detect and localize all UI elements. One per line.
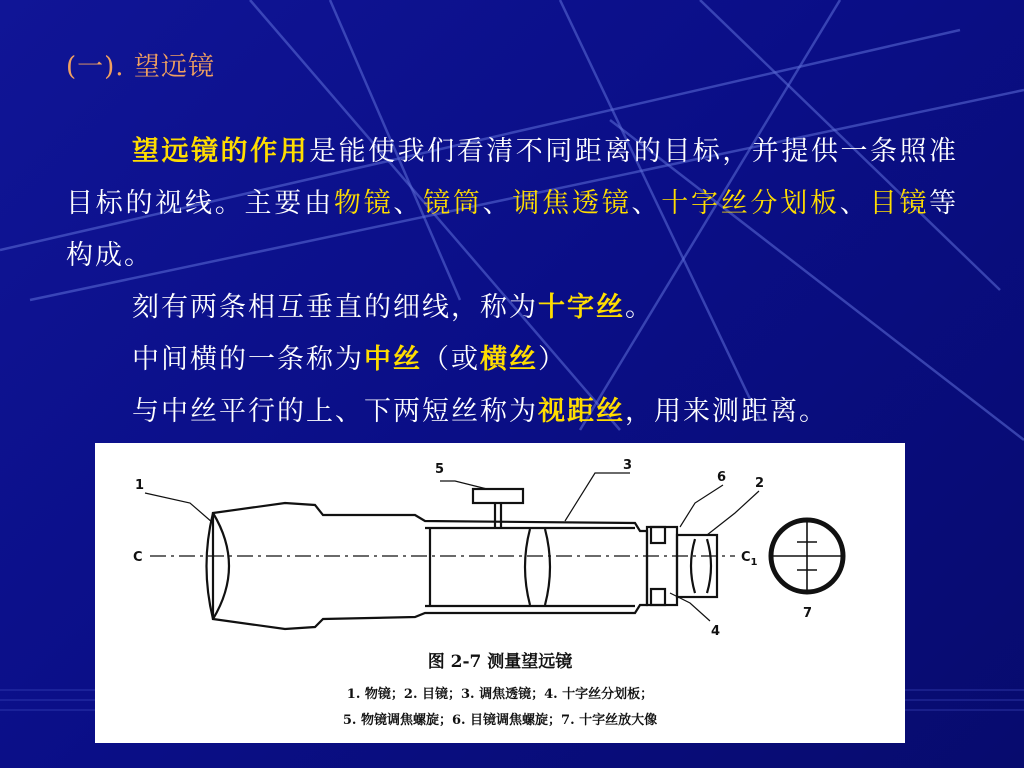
label-eyepiece: 2 bbox=[755, 476, 765, 491]
paragraph-stadia-wire bbox=[66, 386, 958, 438]
term-horizontal-wire: 横丝 bbox=[480, 344, 538, 375]
separator: 、 bbox=[631, 188, 662, 219]
term-focusing-lens: 调焦透镜 bbox=[512, 188, 632, 219]
separator: 、 bbox=[393, 188, 424, 219]
label-focus-knob: 5 bbox=[435, 462, 445, 477]
axis-right-subscript: 1 bbox=[750, 557, 758, 568]
text-span: 中间横的一条称为 bbox=[132, 344, 364, 375]
term-crosshair: 十字丝 bbox=[538, 292, 625, 323]
label-axis-left: C bbox=[133, 550, 143, 565]
telescope-diagram bbox=[95, 443, 905, 643]
figure-caption-line2: 5. 物镜调焦螺旋；6. 目镜调焦螺旋；7. 十字丝放大像 bbox=[342, 713, 658, 728]
term-objective-lens: 物镜 bbox=[333, 188, 394, 219]
text-span: 与中丝平行的上、下两短丝称为 bbox=[132, 396, 538, 427]
term-eyepiece: 目镜 bbox=[869, 188, 930, 219]
separator: 、 bbox=[482, 188, 513, 219]
paragraph-crosshair bbox=[66, 282, 958, 334]
paragraph-telescope-function bbox=[66, 126, 958, 282]
text-span: 刻有两条相互垂直的细线，称为 bbox=[132, 292, 538, 323]
figure-caption-line1: 1. 物镜；2. 目镜；3. 调焦透镜；4. 十字丝分划板； bbox=[346, 687, 654, 702]
separator: 、 bbox=[839, 188, 870, 219]
text-span: 。 bbox=[625, 292, 654, 323]
label-eyepiece-knob: 6 bbox=[717, 470, 727, 485]
telescope-figure bbox=[95, 443, 905, 743]
term-reticle: 十字丝分划板 bbox=[661, 188, 840, 219]
label-reticle-image: 7 bbox=[803, 606, 813, 621]
axis-right-letter: C bbox=[741, 550, 751, 565]
term-tube: 镜筒 bbox=[423, 188, 483, 219]
text-span: ） bbox=[538, 344, 567, 375]
term-middle-wire: 中丝 bbox=[364, 344, 422, 375]
text-span: 等构成。 bbox=[66, 188, 959, 271]
text-span: ，用来测距离。 bbox=[625, 396, 828, 427]
figure-title: 图 2-7 测量望远镜 bbox=[427, 652, 573, 672]
text-span: （或 bbox=[422, 344, 480, 375]
term-stadia-wire: 视距丝 bbox=[538, 396, 625, 427]
section-heading: (一). 望远镜 bbox=[66, 52, 215, 82]
label-objective: 1 bbox=[135, 478, 145, 493]
text-span: 是能使我们看清不同距离的目标，并提供一条照准目标的视线。主要由 bbox=[66, 136, 959, 219]
label-reticle: 4 bbox=[711, 624, 721, 639]
content-text-block bbox=[66, 126, 958, 438]
paragraph-middle-wire bbox=[66, 334, 958, 386]
label-axis-right bbox=[741, 550, 758, 568]
label-focusing-lens: 3 bbox=[623, 458, 633, 473]
term-telescope-function: 望远镜的作用 bbox=[132, 136, 310, 167]
